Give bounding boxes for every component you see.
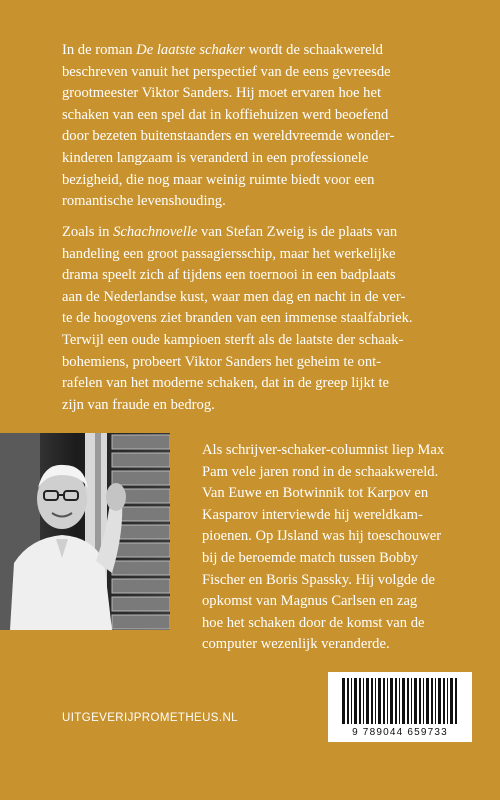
barcode-bar	[435, 678, 436, 724]
bio-line: bij de beroemde match tussen Bobby	[202, 549, 419, 566]
publisher-url[interactable]: UITGEVERIJPROMETHEUS.NL	[62, 712, 238, 724]
author-bio	[202, 440, 492, 656]
text-segment: wordt de schaakwereld	[244, 42, 383, 58]
text-segment: kinderen langzaam is veranderd in een professionele	[62, 149, 369, 166]
text-segment: door bezeten buitenstaanders en wereldvreemde wonder-	[62, 128, 395, 145]
barcode-bar	[450, 678, 453, 724]
barcode-bar	[438, 678, 441, 724]
text-segment: drama speelt zich af tijdens een toernooi in een badplaats	[62, 267, 396, 284]
barcode-bar	[383, 678, 385, 724]
barcode-bar	[366, 678, 369, 724]
synopsis-paragraph-1	[62, 40, 472, 213]
barcode-bar	[371, 678, 373, 724]
text-segment: bezigheid, die nog maar weinig ruimte biedt voor een	[62, 171, 375, 188]
barcode-bar	[443, 678, 445, 724]
bio-line: computer wezenlijk veranderde.	[202, 636, 390, 653]
barcode-bar	[351, 678, 352, 724]
barcode-bar	[414, 678, 417, 724]
barcode-bars	[340, 678, 460, 726]
text-segment: Zoals in	[62, 224, 114, 240]
barcode-bar	[447, 678, 448, 724]
bio-line: hoe het schaken door de komst van de	[202, 614, 425, 631]
barcode-bar	[431, 678, 433, 724]
book-title: De laatste schaker	[136, 42, 245, 58]
text-line	[62, 352, 472, 374]
text-segment: romantische levenshouding.	[62, 193, 226, 210]
text-line	[62, 191, 472, 213]
bio-line: opkomst van Magnus Carlsen en zag	[202, 593, 418, 610]
barcode-bar	[419, 678, 421, 724]
bio-line: Kasparov interviewde hij wereldkam-	[202, 506, 423, 523]
barcode-bar	[387, 678, 388, 724]
barcode-bar	[347, 678, 349, 724]
bio-line: Als schrijver-schaker-columnist liep Max	[202, 442, 445, 458]
barcode-bar	[426, 678, 429, 724]
text-line	[62, 222, 472, 244]
barcode-bar	[455, 678, 457, 724]
text-segment: Terwijl een oude kampioen sterft als de laatste der schaak-	[62, 331, 404, 348]
text-segment: schaken van een spel dat in koffiehuizen werd beoefend	[62, 106, 389, 123]
text-line	[62, 330, 472, 352]
barcode-bar	[378, 678, 381, 724]
text-line	[62, 170, 472, 192]
author-photo	[0, 433, 170, 630]
text-line	[62, 83, 472, 105]
text-line	[62, 373, 472, 395]
barcode-bar	[363, 678, 364, 724]
text-line	[62, 105, 472, 127]
barcode-bar	[342, 678, 345, 724]
text-segment: zijn van fraude en bedrog.	[62, 396, 215, 413]
barcode-bar	[390, 678, 393, 724]
text-line	[62, 148, 472, 170]
bio-line: Fischer en Boris Spassky. Hij volgde de	[202, 571, 435, 588]
text-line	[62, 62, 472, 84]
text-line	[62, 265, 472, 287]
barcode-bar	[423, 678, 424, 724]
text-line	[62, 395, 472, 417]
bio-line: Van Euwe en Botwinnik tot Karpov en	[202, 485, 429, 502]
text-segment: aan de Nederlandse kust, waar men dag en nacht in de ver-	[62, 288, 406, 305]
text-line	[62, 40, 472, 62]
text-segment: beschreven vanuit het perspectief van de eens gevreesde	[62, 63, 391, 80]
text-line	[62, 126, 472, 148]
text-segment: bohemiens, probeert Viktor Sanders het geheim te ont-	[62, 353, 382, 370]
text-segment: rafelen van het moderne schaken, dat in de greep lijkt te	[62, 375, 390, 392]
barcode-bar	[399, 678, 400, 724]
isbn-barcode	[328, 672, 472, 742]
text-segment: grootmeester Viktor Sanders. Hij moet ervaren hoe het	[62, 85, 382, 102]
book-title: Schachnovelle	[113, 224, 198, 240]
text-segment: van Stefan Zweig is de plaats van	[197, 224, 398, 240]
barcode-bar	[395, 678, 397, 724]
barcode-bar	[354, 678, 357, 724]
text-segment: In de roman	[62, 42, 137, 58]
isbn-number: 9 789044 659733	[352, 727, 448, 738]
synopsis-paragraph-2	[62, 222, 472, 416]
text-line	[62, 287, 472, 309]
bio-line: pioenen. Op IJsland was hij toeschouwer	[202, 528, 442, 545]
barcode-bar	[375, 678, 376, 724]
barcode-bar	[411, 678, 412, 724]
bio-line: Pam vele jaren rond in de schaakwereld.	[202, 463, 439, 480]
text-segment: handeling een groot passagiersschip, maar het werkelijke	[62, 245, 396, 262]
barcode-bar	[359, 678, 361, 724]
text-line	[62, 244, 472, 266]
barcode-bar	[402, 678, 405, 724]
text-line	[62, 308, 472, 330]
text-segment: te de hoogovens ziet branden van een immense staalfabriek.	[62, 310, 413, 327]
barcode-bar	[407, 678, 409, 724]
